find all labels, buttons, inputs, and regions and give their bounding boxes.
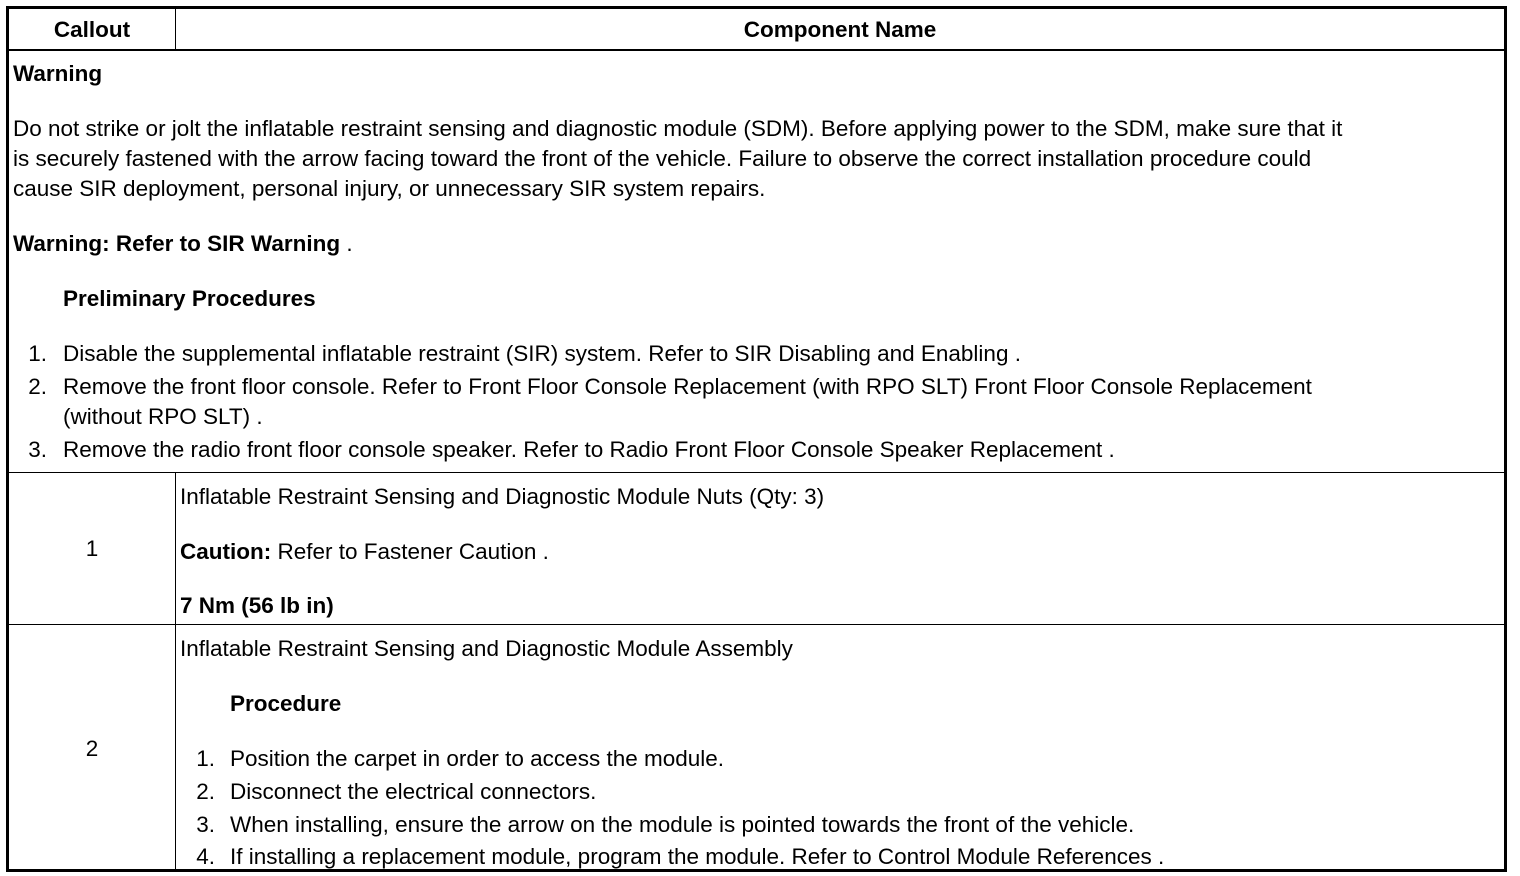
step-number: 1.	[196, 746, 215, 771]
step-text: When installing, ensure the arrow on the module is pointed towards the front of the vehicle.	[230, 812, 1135, 837]
step-number: 2.	[28, 374, 47, 399]
step-text: Disable the supplemental inflatable restraint (SIR) system. Refer to SIR Disabling and Enabling .	[63, 341, 1021, 366]
torque-spec: 7 Nm (56 lb in)	[180, 593, 334, 618]
callout-cell	[9, 473, 176, 624]
warning-title: Warning	[13, 61, 103, 86]
warning-reference-label: Warning: Refer to SIR Warning	[13, 231, 341, 256]
warning-text-line: is securely fastened with the arrow facing toward the front of the vehicle. Failure to observe the correct installation procedure could	[13, 146, 1312, 171]
step-text: If installing a replacement module, program the module. Refer to Control Module References .	[230, 844, 1165, 869]
column-header-component-name: Component Name	[743, 17, 937, 42]
component-name: Inflatable Restraint Sensing and Diagnostic Module Nuts (Qty: 3)	[180, 484, 825, 509]
callout-number: 1	[85, 535, 99, 561]
warning-reference	[13, 231, 353, 257]
step-number: 2.	[196, 779, 215, 804]
table-header-row	[9, 9, 1504, 51]
step-text-continued: (without RPO SLT) .	[63, 404, 263, 429]
warning-text-line: cause SIR deployment, personal injury, or unnecessary SIR system repairs.	[13, 176, 766, 201]
component-name: Inflatable Restraint Sensing and Diagnostic Module Assembly	[180, 636, 793, 661]
callout-number: 2	[85, 735, 99, 761]
caution-label: Caution:	[180, 539, 272, 564]
step-text: Disconnect the electrical connectors.	[230, 779, 597, 804]
step-number: 4.	[196, 844, 215, 869]
preliminary-procedures-title: Preliminary Procedures	[63, 286, 316, 311]
step-number: 3.	[196, 812, 215, 837]
procedure-title: Procedure	[230, 691, 342, 716]
step-text: Position the carpet in order to access the module.	[230, 746, 725, 771]
step-number: 3.	[28, 437, 47, 462]
warning-reference-suffix: .	[340, 231, 353, 256]
step-text: Remove the radio front floor console speaker. Refer to Radio Front Floor Console Speaker Replacement .	[63, 437, 1115, 462]
step-number: 1.	[28, 341, 47, 366]
warning-text-line: Do not strike or jolt the inflatable restraint sensing and diagnostic module (SDM). Before applying power to the SDM, make sure that it	[13, 116, 1343, 141]
table-row	[9, 625, 1504, 872]
callout-cell	[9, 625, 176, 872]
column-header-callout: Callout	[9, 9, 176, 49]
step-text: Remove the front floor console. Refer to Front Floor Console Replacement (with RPO SLT) Front Floor Console Replacement	[63, 374, 1312, 399]
table-row	[9, 473, 1504, 625]
caution-note	[180, 539, 549, 565]
component-table	[6, 6, 1507, 872]
preliminary-row	[9, 51, 1504, 473]
caution-text: Refer to Fastener Caution .	[271, 539, 549, 564]
